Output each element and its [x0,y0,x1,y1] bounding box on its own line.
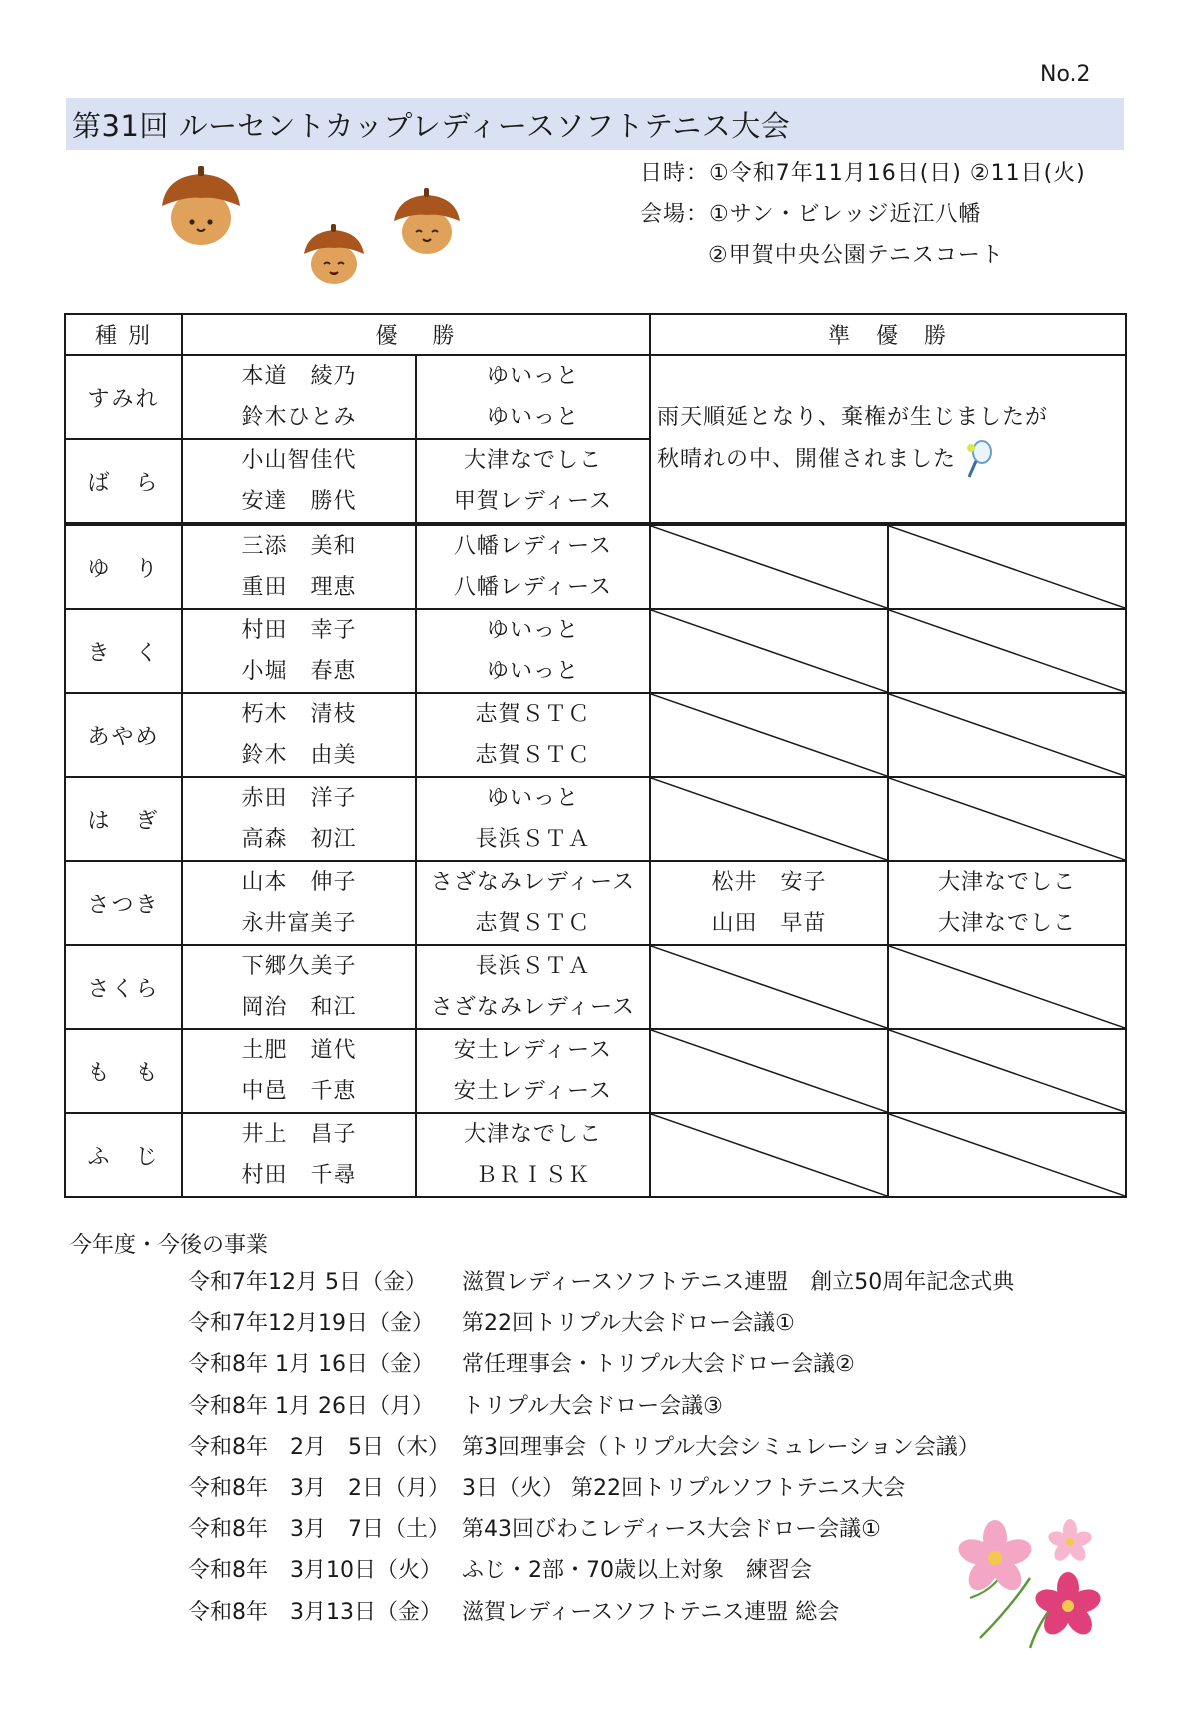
table-row [65,609,1126,693]
club-name: 安土レディース [453,1079,613,1104]
category-cell: あやめ [65,693,182,777]
event-item-text: 第22回トリプル大会ドロー会議① [462,1311,795,1337]
acorn-icon [156,166,246,248]
event-item-date: 令和7年12月 5日（金） [188,1270,427,1295]
diagonal-line [889,610,1125,692]
diagonal-line [889,946,1125,1028]
winner-clubs-cell [416,1113,650,1197]
event-item-date: 令和8年 3月10日（火） [188,1558,442,1584]
club-name: 大津なでしこ [463,1122,602,1147]
empty-runner-cell [888,945,1126,1029]
table-row [65,355,1126,439]
winner-clubs-cell [416,1029,650,1113]
diagonal-line [651,946,887,1028]
diagonal-line [651,610,887,692]
event-item-text: 滋賀レディースソフトテニス連盟 総会 [462,1599,840,1625]
club-name: ゆいっと [486,405,579,430]
event-venue-2: ②甲賀中央公園テニスコート [708,243,1004,268]
player-name: 山田 早苗 [711,911,827,936]
winner-clubs-cell [416,355,650,439]
event-item-text: トリプル大会ドロー会議③ [462,1393,723,1419]
table-row [65,861,1126,945]
winner-names-cell [182,609,416,693]
category-cell: さくら [65,945,182,1029]
events-title: 今年度・今後の事業 [70,1233,269,1258]
empty-runner-cell [650,609,888,693]
event-item-text: 3日（火） 第22回トリプルソフトテニス大会 [462,1475,906,1501]
category-cell: すみれ [65,355,182,439]
table-row [65,945,1126,1029]
player-name: 永井富美子 [241,911,357,936]
tennis-racket-icon [964,440,994,480]
empty-runner-cell [888,1029,1126,1113]
winner-names-cell [182,777,416,861]
player-name: 鈴木 由美 [241,743,357,768]
category-cell: は ぎ [65,777,182,861]
club-name: さざなみレディース [430,870,636,895]
category-cell: ふ じ [65,1113,182,1197]
player-name: 土肥 道代 [241,1038,357,1063]
club-name: 安土レディース [453,1038,613,1063]
event-item-date: 令和7年12月19日（金） [188,1311,434,1337]
player-name: 小山智佳代 [241,448,357,473]
club-name: 長浜ＳＴＡ [475,954,591,979]
empty-runner-cell [650,693,888,777]
acorn-icon [390,188,464,256]
winner-clubs-cell [416,524,650,609]
player-name: 三添 美和 [241,534,357,559]
player-name: 下郷久美子 [241,954,357,979]
empty-runner-cell [888,1113,1126,1197]
winner-clubs-cell [416,609,650,693]
club-name: 長浜ＳＴＡ [475,827,591,852]
player-name: 本道 綾乃 [241,364,357,389]
player-name: 朽木 清枝 [241,702,357,727]
category-cell: さつき [65,861,182,945]
event-venue-1: 会場：①サン・ビレッジ近江八幡 [640,202,982,227]
winner-clubs-cell [416,439,650,524]
player-name: 中邑 千恵 [241,1079,357,1104]
winner-names-cell [182,693,416,777]
winner-names-cell [182,861,416,945]
winner-names-cell [182,1029,416,1113]
table-row [65,524,1126,609]
category-cell: も も [65,1029,182,1113]
empty-runner-cell [888,777,1126,861]
title-bar [66,98,1124,150]
note-line: 秋晴れの中、開催されました [657,439,1125,481]
header-runner-up: 準 優 勝 [650,314,1126,355]
diagonal-line [889,778,1125,860]
event-item-date: 令和8年 2月 5日（木） [188,1434,450,1460]
club-name: 志賀ＳＴＣ [475,911,591,936]
event-item-text: 第3回理事会（トリプル大会シミュレーション会議） [462,1434,980,1460]
event-date: 日時：①令和7年11月16日(日) ②11日(火) [640,161,1086,186]
winner-clubs-cell [416,777,650,861]
club-name: 大津なでしこ [938,911,1077,936]
club-name: 甲賀レディース [453,489,613,514]
event-item [188,1509,1014,1550]
club-name: 志賀ＳＴＣ [475,743,591,768]
event-item-date: 令和8年 1月 26日（月） [188,1393,434,1419]
diagonal-line [889,1030,1125,1112]
category-cell: ゆ り [65,524,182,609]
event-item [188,1550,1014,1591]
event-item [188,1592,1014,1633]
header-winner: 優 勝 [182,314,650,355]
cosmos-flower-icon [940,1518,1120,1658]
diagonal-line [889,526,1125,608]
event-item-text: 常任理事会・トリプル大会ドロー会議② [462,1352,855,1378]
club-name: 志賀ＳＴＣ [475,702,591,727]
club-name: 八幡レディース [453,575,613,600]
results-table [64,313,1127,1198]
winner-names-cell [182,945,416,1029]
event-item-date: 令和8年 3月13日（金） [188,1599,442,1625]
note-line: 雨天順延となり、棄権が生じましたが [657,405,1049,430]
event-item [188,1468,1014,1509]
winner-clubs-cell [416,693,650,777]
diagonal-line [651,526,887,608]
club-name: ゆいっと [486,659,579,684]
table-row [65,777,1126,861]
player-name: 井上 昌子 [241,1122,357,1147]
player-name: 松井 安子 [711,870,827,895]
diagonal-line [651,694,887,776]
diagonal-line [651,1030,887,1112]
page-title: 第31回 ルーセントカップレディースソフトテニス大会 [72,109,791,143]
diagonal-line [889,694,1125,776]
event-item [188,1303,1014,1344]
diagonal-line [889,1114,1125,1196]
table-row [65,1029,1126,1113]
club-name: 大津なでしこ [463,448,602,473]
club-name: 八幡レディース [453,534,613,559]
event-item [188,1262,1014,1303]
club-name: ゆいっと [486,618,579,643]
acorn-icon [300,224,368,286]
event-item-date: 令和8年 3月 7日（土） [188,1517,450,1543]
empty-runner-cell [888,609,1126,693]
category-cell: き く [65,609,182,693]
event-item [188,1344,1014,1385]
event-item-text: 滋賀レディースソフトテニス連盟 創立50周年記念式典 [462,1270,1015,1295]
category-cell: ば ら [65,439,182,524]
empty-runner-cell [650,1113,888,1197]
club-name: ゆいっと [486,786,579,811]
empty-runner-cell [650,777,888,861]
diagonal-line [651,778,887,860]
empty-runner-cell [650,1029,888,1113]
event-item-text: 第43回びわこレディース大会ドロー会議① [462,1517,881,1543]
table-row [65,693,1126,777]
player-name: 村田 幸子 [241,618,357,643]
player-name: 岡治 和江 [241,995,357,1020]
player-name: 村田 千尋 [241,1163,357,1188]
empty-runner-cell [888,524,1126,609]
diagonal-line [651,1114,887,1196]
runner-clubs-cell [888,861,1126,945]
event-item-text: ふじ・2部・70歳以上対象 練習会 [462,1558,812,1584]
empty-runner-cell [650,945,888,1029]
note-cell [650,355,1126,524]
player-name: 山本 伸子 [241,870,357,895]
player-name: 高森 初江 [241,827,357,852]
winner-names-cell [182,439,416,524]
winner-names-cell [182,355,416,439]
empty-runner-cell [888,693,1126,777]
empty-runner-cell [650,524,888,609]
event-item-date: 令和8年 3月 2日（月） [188,1475,450,1501]
winner-names-cell [182,1113,416,1197]
player-name: 鈴木ひとみ [241,405,357,430]
club-name: 大津なでしこ [938,870,1077,895]
table-row [65,1113,1126,1197]
player-name: 安達 勝代 [241,489,357,514]
events-list [188,1262,1014,1633]
winner-clubs-cell [416,945,650,1029]
event-item-date: 令和8年 1月 16日（金） [188,1352,434,1378]
event-item [188,1386,1014,1427]
page-number: No.2 [1040,62,1091,87]
player-name: 重田 理恵 [241,575,357,600]
runner-names-cell [650,861,888,945]
winner-names-cell [182,524,416,609]
club-name: ゆいっと [486,364,579,389]
player-name: 赤田 洋子 [241,786,357,811]
event-item [188,1427,1014,1468]
club-name: ＢＲＩＳＫ [475,1163,591,1188]
club-name: さざなみレディース [430,995,636,1020]
winner-clubs-cell [416,861,650,945]
player-name: 小堀 春恵 [241,659,357,684]
header-category: 種 別 [65,314,182,355]
